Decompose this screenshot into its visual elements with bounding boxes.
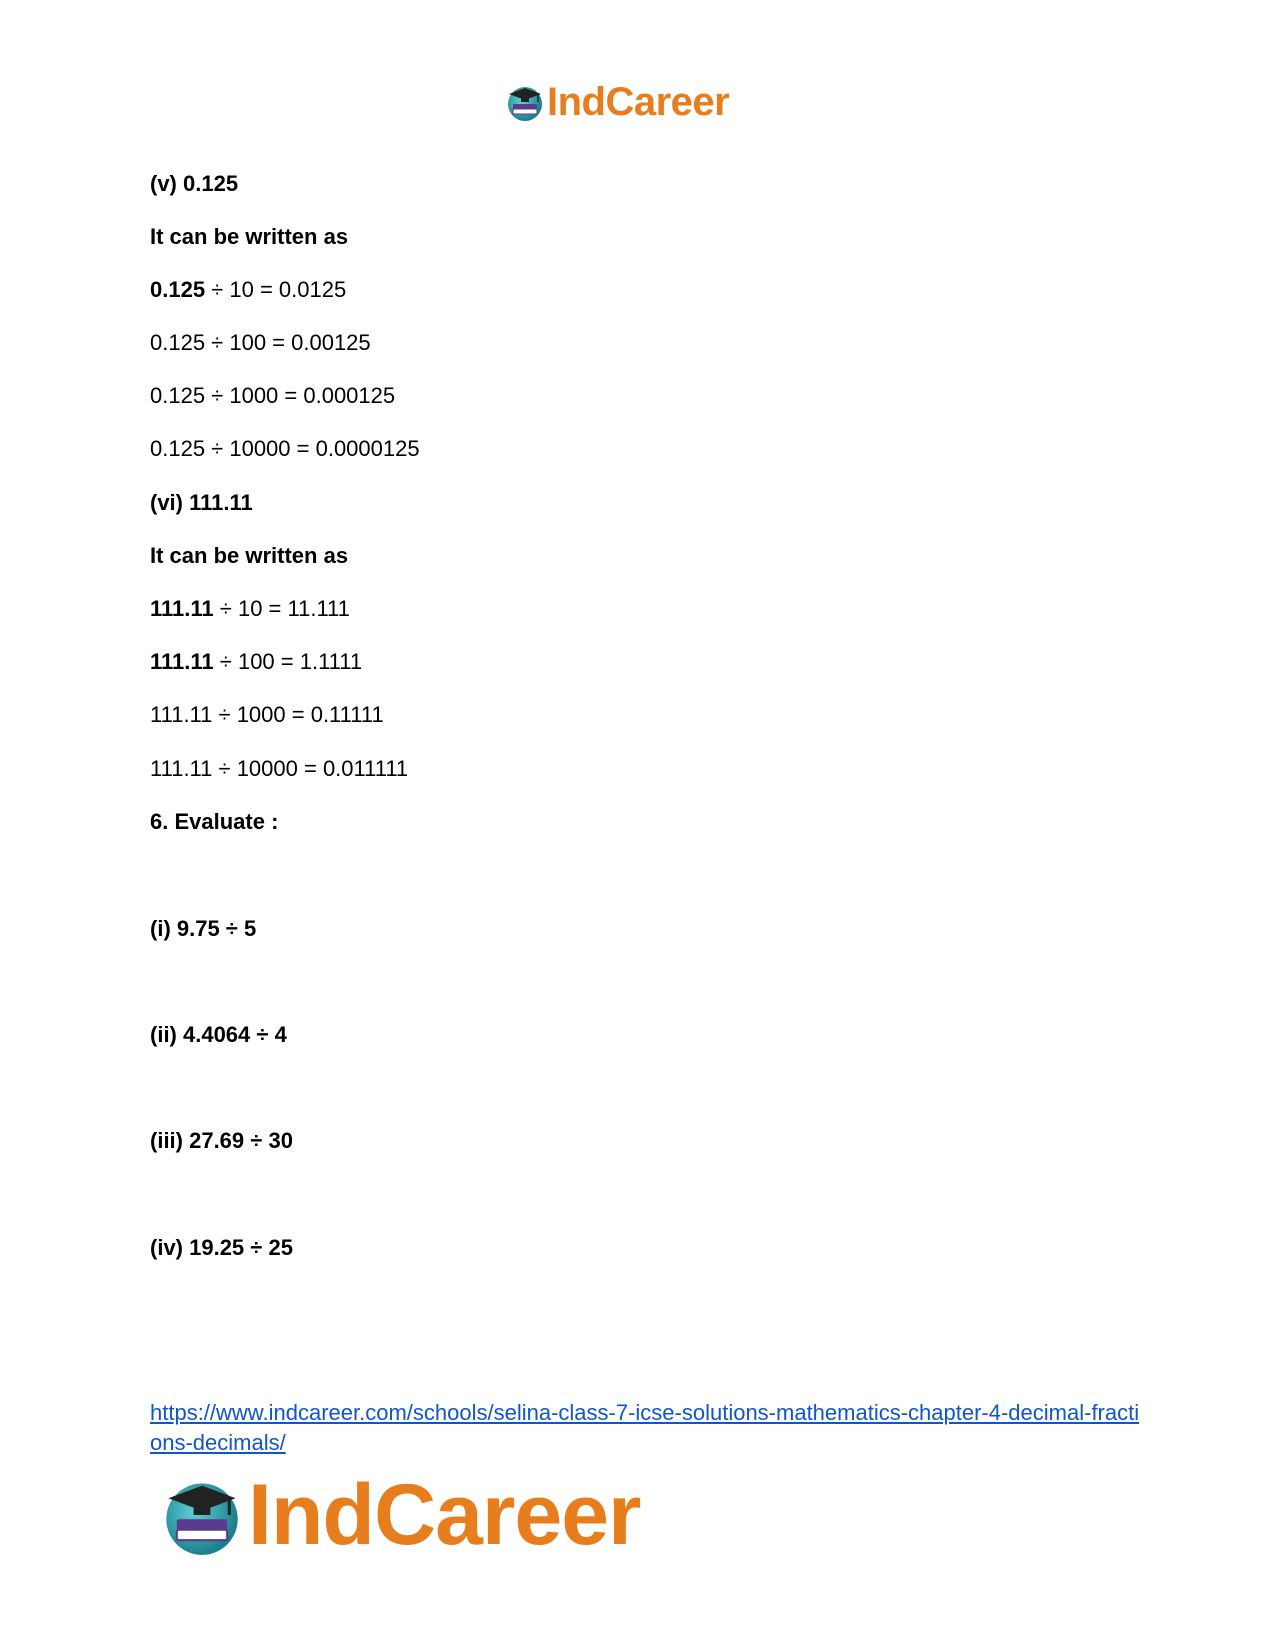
footer-logo <box>160 1467 641 1563</box>
text-line: 111.11 ÷ 10 = 11.111 <box>150 596 350 621</box>
text-line: 0.125 ÷ 100 = 0.00125 <box>150 330 371 355</box>
text-line: It can be written as <box>150 224 349 249</box>
section-heading: 6. Evaluate : <box>150 809 279 834</box>
text-line: (v) 0.125 <box>150 171 239 196</box>
question-item: (iii) 27.69 ÷ 30 <box>150 1128 293 1153</box>
text-line: It can be written as <box>150 543 349 568</box>
question-item: (iv) 19.25 ÷ 25 <box>150 1235 293 1260</box>
text-line: 0.125 ÷ 10000 = 0.0000125 <box>150 436 420 461</box>
text-line: (vi) 111.11 <box>150 490 253 515</box>
text-line: 111.11 ÷ 100 = 1.1111 <box>150 649 363 674</box>
brand-name: IndCareer <box>547 80 730 124</box>
graduation-cap-books-globe-icon <box>160 1473 244 1557</box>
header-logo <box>505 82 729 122</box>
question-item: (i) 9.75 ÷ 5 <box>150 916 257 941</box>
brand-name: IndCareer <box>248 1467 641 1563</box>
graduation-cap-books-globe-icon <box>505 82 545 122</box>
text-line: 111.11 ÷ 10000 = 0.011111 <box>150 756 409 781</box>
source-link[interactable]: https://www.indcareer.com/schools/selina-class-7-icse-solutions-mathematics-chapter-4-decimal-fractions-decimals/ <box>150 1400 1140 1455</box>
text-line: 0.125 ÷ 10 = 0.0125 <box>150 277 347 302</box>
question-item: (ii) 4.4064 ÷ 4 <box>150 1022 287 1047</box>
text-line: 111.11 ÷ 1000 = 0.11111 <box>150 702 384 727</box>
text-line: 0.125 ÷ 1000 = 0.000125 <box>150 383 396 408</box>
